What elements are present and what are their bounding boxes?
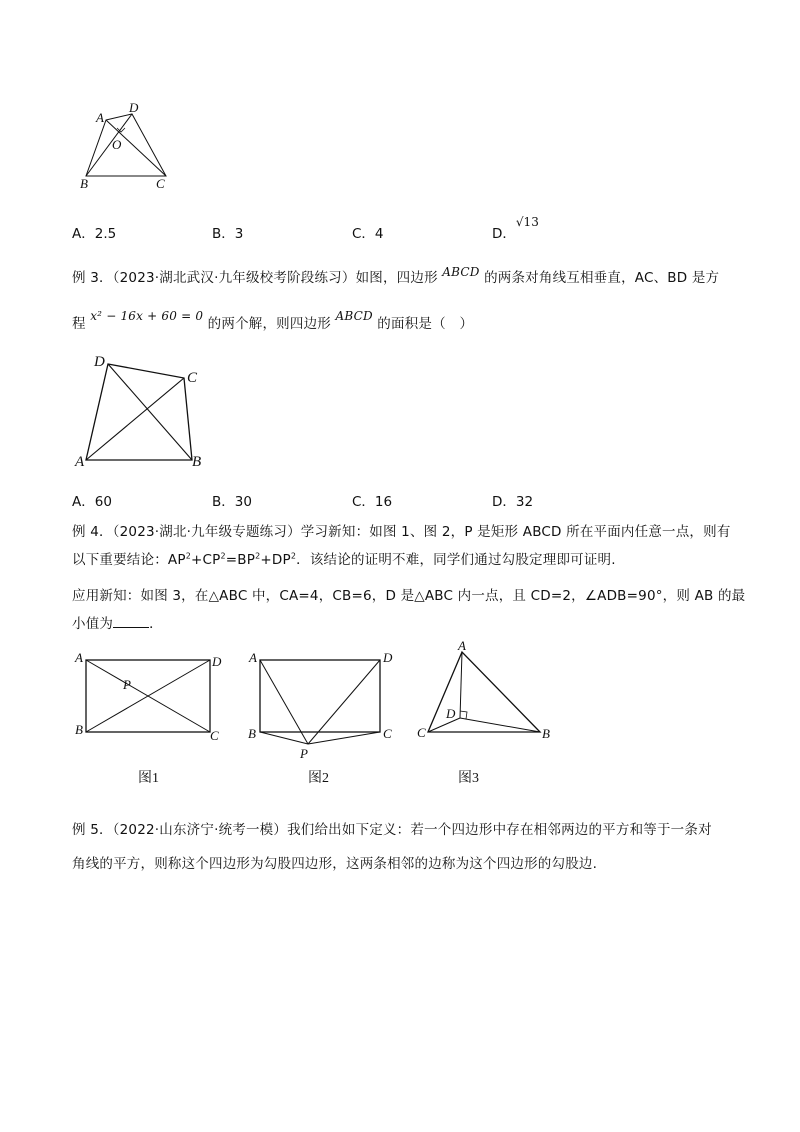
ex3-diagonal-ac (86, 378, 184, 460)
ex3-equation: x² − 16x + 60 = 0 (90, 309, 204, 323)
fig1-label-a: A (75, 650, 83, 665)
ex4-line4 (72, 612, 163, 632)
ex4-line2-post: ．该结论的证明不难，同学们通过勾股定理即可证明. (296, 552, 616, 568)
ex5-line2: 角线的平方，则称这个四边形为勾股四边形，这两条相邻的边称为这个四边形的勾股边. (72, 856, 598, 872)
ex3-option-b: B．30 (212, 494, 252, 510)
fig3-label-d: D (446, 706, 456, 721)
ex4-ap: 以下重要结论：AP (72, 552, 186, 568)
label-a: A (96, 110, 104, 125)
fig1-label-c: C (210, 728, 219, 743)
option-c: C．4 (352, 226, 384, 242)
fig3-label-c: C (417, 725, 426, 740)
fig1-label-p: P (123, 677, 131, 692)
fig1-caption: 图1 (138, 771, 159, 786)
ex4-bp: =BP (225, 552, 256, 568)
ex3-diagonal-bd (108, 364, 192, 460)
ex4-line2 (72, 548, 616, 568)
ex4-dp: +DP (260, 552, 291, 568)
ex3-line1-quad: ABCD (442, 265, 480, 279)
option-d-prefix: D． (492, 226, 516, 242)
ex4-line3: 应用新知：如图 3，在△ABC 中，CA=4，CB=6，D 是△ABC 内一点，且 CD=2，∠ADB=90°，则 AB 的最 (72, 588, 746, 604)
label-c: C (156, 176, 165, 190)
ex3-line1-pre: 例 3．（2023·湖北武汉·九年级校考阶段练习）如图，四边形 (72, 270, 443, 286)
ex3-quad-outline (86, 364, 192, 460)
fig2-label-c: C (383, 726, 392, 741)
ex3-line2-quad: ABCD (335, 309, 373, 323)
ex3-label-a: A (75, 454, 85, 470)
ex3-label-b: B (192, 454, 202, 470)
figure-quadrilateral-top (76, 100, 176, 190)
fig2-rectangle (260, 660, 380, 732)
ex4-sup-1: 2 (185, 551, 191, 561)
fig2-label-a: A (249, 650, 257, 665)
fig1-label-b: B (75, 722, 83, 737)
fig2-label-p: P (300, 746, 308, 761)
option-a: A．2.5 (72, 226, 117, 242)
ex3-line2 (72, 309, 474, 332)
ex4-line4-pre: 小值为 (72, 616, 114, 632)
ex4-sup-2: 2 (220, 551, 226, 561)
option-b: B．3 (212, 226, 244, 242)
figure-ex4-fig3 (414, 636, 564, 788)
ex3-line1 (72, 266, 719, 286)
ex3-option-a: A．60 (72, 494, 112, 510)
ex3-option-d: D．32 (492, 494, 534, 510)
fig3-label-b: B (542, 726, 550, 741)
figure-ex3-quadrilateral (72, 350, 212, 470)
ex4-line4-post: ． (149, 616, 163, 632)
figure-ex4-fig1 (72, 648, 232, 788)
ex4-cp: +CP (190, 552, 221, 568)
fig2-caption: 图2 (308, 771, 329, 786)
fig3-caption: 图3 (458, 771, 479, 786)
fig2-label-b: B (248, 726, 256, 741)
ex3-option-c: C．16 (352, 494, 393, 510)
ex3-line2-post: 的面积是（ ） (372, 316, 474, 332)
answer-blank[interactable] (113, 616, 149, 628)
label-d: D (129, 100, 139, 115)
label-o: O (112, 137, 122, 152)
fig2-cp-line (308, 732, 380, 744)
fig2-label-d: D (383, 650, 393, 665)
ex5-line1: 例 5．（2022·山东济宁·统考一模）我们给出如下定义：若一个四边形中存在相邻两边的平方和等于一条对 (72, 822, 712, 838)
ex3-line2-mid: 的两个解，则四边形 (203, 316, 336, 332)
option-d-sqrt13: √13 (515, 215, 539, 229)
label-b: B (80, 176, 88, 190)
fig3-ad-line (460, 652, 462, 718)
fig3-label-a: A (458, 638, 466, 653)
fig2-bp-line (260, 732, 308, 744)
fig3-triangle (428, 652, 540, 732)
ex3-label-c: C (187, 370, 198, 386)
ex4-line1: 例 4．（2023·湖北·九年级专题练习）学习新知：如图 1、图 2，P 是矩形 ABCD 所在平面内任意一点，则有 (72, 524, 731, 540)
ex3-line2-pre: 程 (72, 316, 91, 332)
figure-ex4-fig2 (244, 648, 404, 788)
fig1-label-d: D (212, 654, 222, 669)
ex3-line1-post: 的两条对角线互相垂直，AC、BD 是方 (479, 270, 720, 286)
ex4-sup-4: 2 (290, 551, 297, 561)
ex3-label-d: D (94, 354, 105, 370)
option-d (492, 215, 539, 242)
ex4-sup-3: 2 (255, 551, 261, 561)
